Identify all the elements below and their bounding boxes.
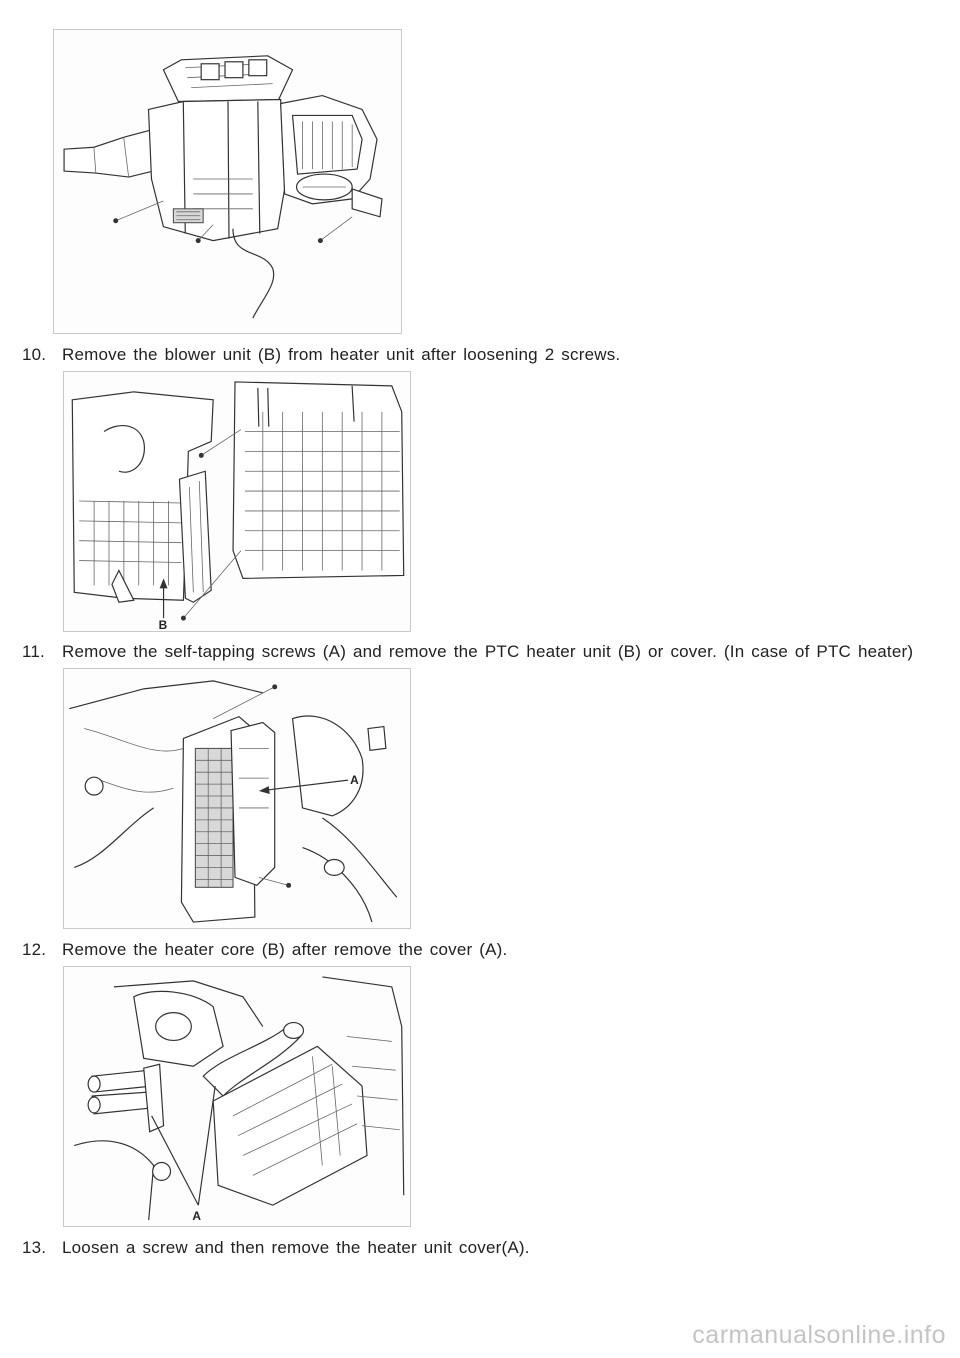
step-10 [22,345,620,365]
blower-unit-removal-illustration [64,372,410,631]
figure-heater-core-cover [63,966,411,1227]
step-text: Loosen a screw and then remove the heater unit cover(A). [62,1238,530,1257]
heater-core-cover-illustration [64,967,410,1226]
step-text: Remove the self-tapping screws (A) and remove the PTC heater unit (B) or cover. (In case of PTC heater) [62,642,914,661]
step-11 [22,642,913,662]
step-number: 12. [22,940,47,959]
step-number: 11. [22,642,45,661]
heater-blower-assembly-illustration [54,30,401,333]
step-number: 13. [22,1238,47,1257]
figure-blower-unit-removal [63,371,411,632]
figure-ptc-heater-unit [63,668,411,929]
step-text: Remove the blower unit (B) from heater unit after loosening 2 screws. [62,345,621,364]
ptc-heater-unit-illustration [64,669,410,928]
step-number: 10. [22,345,47,364]
step-text: Remove the heater core (B) after remove the cover (A). [62,940,508,959]
figure-heater-blower-assembly [53,29,402,334]
step-12 [22,940,507,960]
figure-label-a: A [350,773,359,788]
figure-label-b: B [158,618,168,631]
step-13 [22,1238,530,1258]
figure-label-a: A [192,1209,201,1224]
watermark: carmanualsonline.info [692,1321,946,1349]
